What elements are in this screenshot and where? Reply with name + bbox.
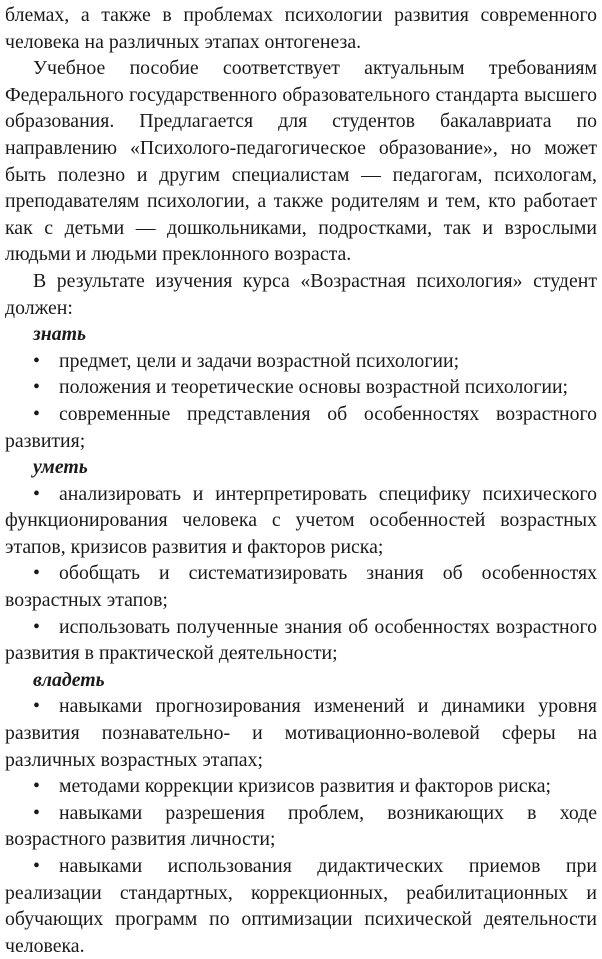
list-item-text: анализировать и интерпретировать специфику психического функционирования человека с учетом особенностей возрастных этапов, кризисов развития и факторов риска; <box>5 482 597 558</box>
bullet-icon: • <box>33 482 40 505</box>
bullet-icon: • <box>33 562 40 585</box>
section-heading-able: уметь <box>33 456 88 479</box>
list-item <box>5 348 597 375</box>
list-item <box>5 800 597 853</box>
list-item-text: навыками разрешения проблем, возникающих в ходе возрастного развития личности; <box>5 801 597 851</box>
bullet-icon: • <box>33 695 40 718</box>
bullet-icon: • <box>33 615 40 638</box>
list-item-text: современные представления об особенностях возрастного развития; <box>5 402 597 452</box>
bullet-icon: • <box>33 376 40 399</box>
list-item <box>5 853 597 959</box>
section-heading-master: владеть <box>33 668 105 691</box>
paragraph-continuation: блемах, а также в проблемах психологии развития современного человека на различных этапах онтогенеза. <box>5 4 597 53</box>
bullet-icon: • <box>33 402 40 425</box>
paragraph-result: В результате изучения курса «Возрастная психология» студент должен: <box>5 269 597 319</box>
list-item <box>5 614 597 667</box>
bullet-icon: • <box>33 801 40 824</box>
list-item-text: методами коррекции кризисов развития и факторов риска; <box>59 775 552 798</box>
section-able <box>5 454 597 667</box>
list-item <box>5 773 597 800</box>
bullet-icon: • <box>33 775 40 798</box>
list-item <box>5 481 597 561</box>
list-item <box>5 374 597 401</box>
bullet-icon: • <box>33 349 40 372</box>
list-item-text: использовать полученные знания об особенностях возрастного развития в практической деятельности; <box>5 615 597 665</box>
list-item <box>5 560 597 613</box>
list-item-text: положения и теоретические основы возрастной психологии; <box>59 376 569 399</box>
list-item-text: обобщать и систематизировать знания об особенностях возрастных этапов; <box>5 562 597 612</box>
bullet-icon: • <box>33 855 40 877</box>
section-know <box>5 321 597 454</box>
section-master <box>5 667 597 959</box>
section-heading-know: знать <box>33 323 87 346</box>
list-item <box>5 693 597 773</box>
list-item-text: навыками прогнозирования изменений и динамики уровня развития познавательно- и мотивационно-волевой сферы на различных возрастных этапах; <box>5 695 597 771</box>
list-item-text: навыками использования дидактических приемов при реализации стандартных, коррекционных, реабилитационных и обучающих программ по оптимизации психической деятельности человека. <box>5 855 597 957</box>
list-item-text: предмет, цели и задачи возрастной психологии; <box>59 349 460 372</box>
paragraph-standard: Учебное пособие соответствует актуальным требованиям Федерального государственного образовательного стандарта высшего образования. Предлагается для студентов бакалавриата по направлению «Психолого-педагогическое образование», но может быть полезно и другим специалистам — педагогам, психологам, преподавателям психологии, а также родителям и тем, кто работает как с детьми — дошкольниками, подростками, так и взрослыми людьми и людьми преклонного возраста. <box>5 57 597 266</box>
list-item <box>5 401 597 454</box>
